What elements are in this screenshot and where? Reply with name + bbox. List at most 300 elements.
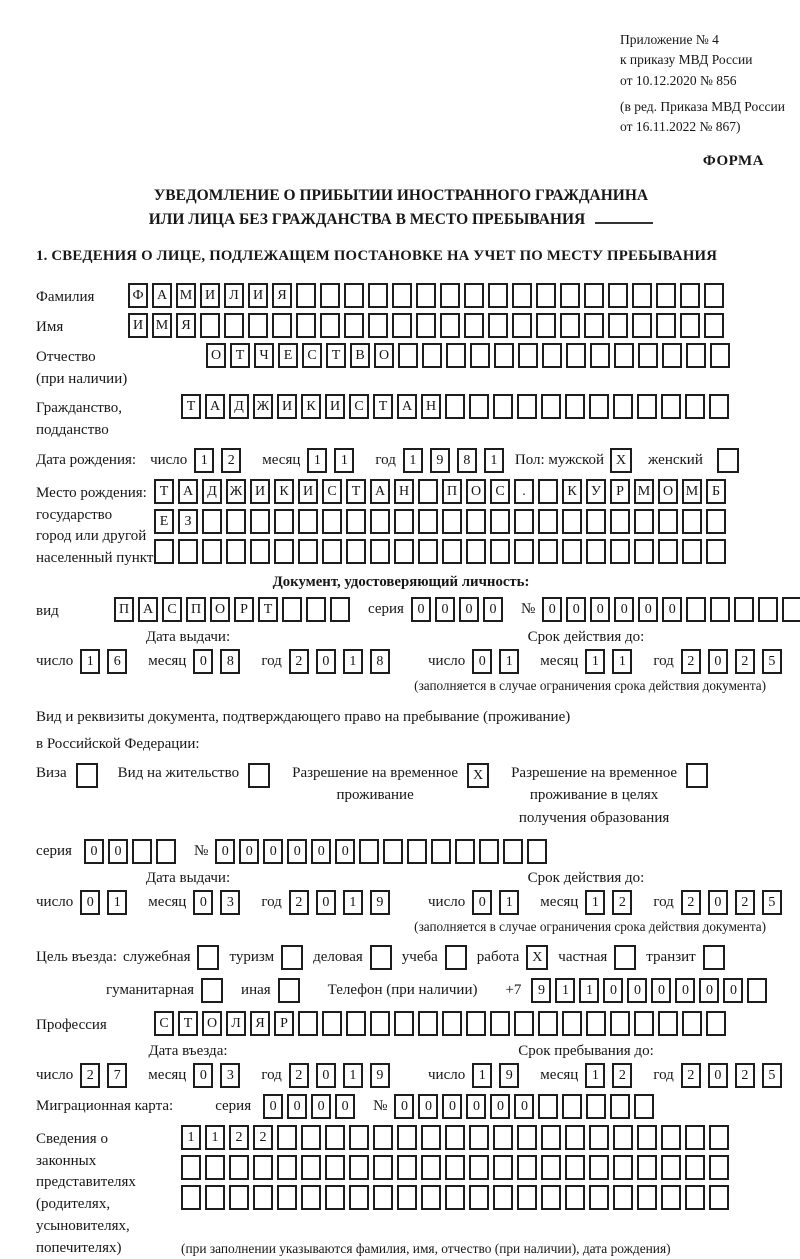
char-cell[interactable] <box>349 1155 369 1180</box>
char-cell[interactable] <box>538 1011 558 1036</box>
char-cell[interactable] <box>682 539 702 564</box>
char-cell[interactable] <box>446 343 466 368</box>
char-cell[interactable] <box>277 1125 297 1150</box>
char-cell[interactable] <box>416 313 436 338</box>
char-cell[interactable]: Ч <box>254 343 274 368</box>
char-cell[interactable] <box>344 283 364 308</box>
char-cell[interactable] <box>538 539 558 564</box>
char-cell[interactable] <box>422 343 442 368</box>
char-cell[interactable]: 2 <box>289 890 309 915</box>
char-cell[interactable] <box>298 539 318 564</box>
char-cell[interactable] <box>442 539 462 564</box>
char-cell[interactable] <box>440 283 460 308</box>
char-cell[interactable]: 0 <box>708 1063 728 1088</box>
char-cell[interactable] <box>368 313 388 338</box>
char-cell[interactable] <box>514 1011 534 1036</box>
char-cell[interactable] <box>566 343 586 368</box>
char-cell[interactable] <box>686 597 706 622</box>
char-cell[interactable] <box>445 945 467 970</box>
char-cell[interactable]: 0 <box>108 839 128 864</box>
char-cell[interactable] <box>503 839 523 864</box>
char-cell[interactable] <box>637 1155 657 1180</box>
char-cell[interactable] <box>584 283 604 308</box>
char-cell[interactable]: 1 <box>484 448 504 473</box>
char-cell[interactable]: 0 <box>651 978 671 1003</box>
char-cell[interactable] <box>248 313 268 338</box>
char-cell[interactable] <box>634 509 654 534</box>
char-cell[interactable]: В <box>350 343 370 368</box>
char-cell[interactable]: 0 <box>603 978 623 1003</box>
char-cell[interactable] <box>706 539 726 564</box>
char-cell[interactable]: . <box>514 479 534 504</box>
char-cell[interactable]: Т <box>346 479 366 504</box>
char-cell[interactable] <box>536 283 556 308</box>
char-cell[interactable] <box>493 394 513 419</box>
char-cell[interactable]: И <box>325 394 345 419</box>
char-cell[interactable]: М <box>152 313 172 338</box>
char-cell[interactable] <box>706 1011 726 1036</box>
char-cell[interactable] <box>565 1125 585 1150</box>
char-cell[interactable] <box>682 1011 702 1036</box>
char-cell[interactable] <box>589 1125 609 1150</box>
char-cell[interactable]: О <box>202 1011 222 1036</box>
char-cell[interactable]: 0 <box>483 597 503 622</box>
char-cell[interactable]: 0 <box>459 597 479 622</box>
char-cell[interactable] <box>542 343 562 368</box>
char-cell[interactable] <box>490 1011 510 1036</box>
char-cell[interactable]: 0 <box>614 597 634 622</box>
char-cell[interactable] <box>466 509 486 534</box>
char-cell[interactable] <box>614 343 634 368</box>
char-cell[interactable]: 0 <box>316 649 336 674</box>
char-cell[interactable]: 2 <box>221 448 241 473</box>
char-cell[interactable]: 2 <box>735 1063 755 1088</box>
char-cell[interactable] <box>346 1011 366 1036</box>
char-cell[interactable] <box>758 597 778 622</box>
char-cell[interactable]: 5 <box>762 1063 782 1088</box>
char-cell[interactable]: Е <box>154 509 174 534</box>
char-cell[interactable]: 1 <box>585 890 605 915</box>
char-cell[interactable] <box>541 1155 561 1180</box>
char-cell[interactable]: X <box>610 448 632 473</box>
char-cell[interactable]: 2 <box>681 1063 701 1088</box>
char-cell[interactable]: 9 <box>370 1063 390 1088</box>
char-cell[interactable] <box>397 1125 417 1150</box>
char-cell[interactable] <box>394 1011 414 1036</box>
char-cell[interactable]: А <box>397 394 417 419</box>
char-cell[interactable] <box>178 539 198 564</box>
char-cell[interactable] <box>296 283 316 308</box>
char-cell[interactable] <box>398 343 418 368</box>
char-cell[interactable]: 0 <box>542 597 562 622</box>
char-cell[interactable] <box>518 343 538 368</box>
char-cell[interactable] <box>661 1185 681 1210</box>
char-cell[interactable] <box>301 1155 321 1180</box>
char-cell[interactable] <box>455 839 475 864</box>
char-cell[interactable] <box>662 343 682 368</box>
char-cell[interactable]: П <box>442 479 462 504</box>
char-cell[interactable] <box>610 539 630 564</box>
char-cell[interactable] <box>253 1185 273 1210</box>
char-cell[interactable] <box>586 509 606 534</box>
char-cell[interactable] <box>469 1185 489 1210</box>
char-cell[interactable] <box>703 945 725 970</box>
char-cell[interactable] <box>541 1125 561 1150</box>
char-cell[interactable]: Н <box>394 479 414 504</box>
char-cell[interactable] <box>442 509 462 534</box>
char-cell[interactable] <box>661 1125 681 1150</box>
char-cell[interactable]: Т <box>181 394 201 419</box>
char-cell[interactable]: 1 <box>181 1125 201 1150</box>
char-cell[interactable] <box>514 539 534 564</box>
char-cell[interactable] <box>373 1125 393 1150</box>
char-cell[interactable] <box>634 1011 654 1036</box>
char-cell[interactable] <box>658 539 678 564</box>
char-cell[interactable] <box>536 313 556 338</box>
char-cell[interactable] <box>734 597 754 622</box>
char-cell[interactable]: 0 <box>311 1094 331 1119</box>
char-cell[interactable] <box>658 1011 678 1036</box>
char-cell[interactable]: 0 <box>708 649 728 674</box>
char-cell[interactable] <box>565 394 585 419</box>
char-cell[interactable] <box>782 597 800 622</box>
char-cell[interactable] <box>514 509 534 534</box>
char-cell[interactable] <box>469 394 489 419</box>
char-cell[interactable]: Ф <box>128 283 148 308</box>
char-cell[interactable]: Т <box>258 597 278 622</box>
char-cell[interactable]: И <box>298 479 318 504</box>
char-cell[interactable] <box>373 1155 393 1180</box>
char-cell[interactable]: 0 <box>675 978 695 1003</box>
char-cell[interactable]: 0 <box>239 839 259 864</box>
char-cell[interactable] <box>445 394 465 419</box>
char-cell[interactable] <box>296 313 316 338</box>
char-cell[interactable] <box>346 539 366 564</box>
char-cell[interactable] <box>349 1185 369 1210</box>
char-cell[interactable] <box>488 313 508 338</box>
char-cell[interactable] <box>418 479 438 504</box>
char-cell[interactable] <box>589 1155 609 1180</box>
char-cell[interactable] <box>614 945 636 970</box>
char-cell[interactable] <box>706 509 726 534</box>
char-cell[interactable] <box>368 283 388 308</box>
char-cell[interactable]: И <box>200 283 220 308</box>
char-cell[interactable]: 7 <box>107 1063 127 1088</box>
char-cell[interactable] <box>709 1155 729 1180</box>
char-cell[interactable]: 0 <box>335 1094 355 1119</box>
char-cell[interactable] <box>277 1155 297 1180</box>
char-cell[interactable] <box>181 1185 201 1210</box>
char-cell[interactable] <box>301 1185 321 1210</box>
char-cell[interactable] <box>685 394 705 419</box>
char-cell[interactable] <box>322 1011 342 1036</box>
char-cell[interactable]: 0 <box>699 978 719 1003</box>
char-cell[interactable] <box>205 1155 225 1180</box>
char-cell[interactable]: 1 <box>194 448 214 473</box>
char-cell[interactable] <box>272 313 292 338</box>
char-cell[interactable]: О <box>206 343 226 368</box>
char-cell[interactable]: 2 <box>681 649 701 674</box>
char-cell[interactable] <box>470 343 490 368</box>
char-cell[interactable] <box>517 1185 537 1210</box>
char-cell[interactable]: 1 <box>499 890 519 915</box>
char-cell[interactable] <box>656 313 676 338</box>
char-cell[interactable] <box>686 343 706 368</box>
char-cell[interactable]: 0 <box>84 839 104 864</box>
char-cell[interactable] <box>202 539 222 564</box>
char-cell[interactable]: 6 <box>107 649 127 674</box>
char-cell[interactable]: 0 <box>193 649 213 674</box>
char-cell[interactable] <box>493 1185 513 1210</box>
char-cell[interactable] <box>301 1125 321 1150</box>
char-cell[interactable] <box>538 1094 558 1119</box>
char-cell[interactable] <box>466 539 486 564</box>
char-cell[interactable] <box>586 1094 606 1119</box>
char-cell[interactable]: 0 <box>708 890 728 915</box>
char-cell[interactable]: А <box>152 283 172 308</box>
char-cell[interactable] <box>76 763 98 788</box>
char-cell[interactable] <box>325 1125 345 1150</box>
char-cell[interactable]: 9 <box>499 1063 519 1088</box>
char-cell[interactable] <box>584 313 604 338</box>
char-cell[interactable] <box>416 283 436 308</box>
char-cell[interactable]: Р <box>234 597 254 622</box>
char-cell[interactable] <box>421 1155 441 1180</box>
char-cell[interactable]: П <box>186 597 206 622</box>
char-cell[interactable] <box>586 1011 606 1036</box>
char-cell[interactable] <box>370 945 392 970</box>
char-cell[interactable] <box>320 313 340 338</box>
char-cell[interactable] <box>685 1125 705 1150</box>
char-cell[interactable] <box>370 509 390 534</box>
char-cell[interactable]: Т <box>326 343 346 368</box>
char-cell[interactable] <box>517 394 537 419</box>
char-cell[interactable]: 2 <box>681 890 701 915</box>
char-cell[interactable]: И <box>250 479 270 504</box>
char-cell[interactable]: 1 <box>555 978 575 1003</box>
char-cell[interactable] <box>274 539 294 564</box>
char-cell[interactable] <box>250 539 270 564</box>
char-cell[interactable]: 0 <box>662 597 682 622</box>
char-cell[interactable] <box>277 1185 297 1210</box>
char-cell[interactable]: Л <box>224 283 244 308</box>
char-cell[interactable] <box>418 1011 438 1036</box>
char-cell[interactable]: X <box>467 763 489 788</box>
char-cell[interactable] <box>469 1155 489 1180</box>
char-cell[interactable]: 1 <box>343 890 363 915</box>
char-cell[interactable]: 0 <box>316 890 336 915</box>
char-cell[interactable] <box>421 1185 441 1210</box>
char-cell[interactable]: 0 <box>193 1063 213 1088</box>
char-cell[interactable]: 0 <box>287 839 307 864</box>
char-cell[interactable] <box>560 313 580 338</box>
char-cell[interactable] <box>638 343 658 368</box>
char-cell[interactable] <box>397 1185 417 1210</box>
char-cell[interactable]: 0 <box>566 597 586 622</box>
char-cell[interactable] <box>562 1011 582 1036</box>
char-cell[interactable]: 2 <box>289 649 309 674</box>
char-cell[interactable] <box>512 313 532 338</box>
char-cell[interactable]: Б <box>706 479 726 504</box>
char-cell[interactable]: Т <box>230 343 250 368</box>
char-cell[interactable]: 1 <box>499 649 519 674</box>
char-cell[interactable] <box>704 283 724 308</box>
char-cell[interactable] <box>344 313 364 338</box>
char-cell[interactable]: С <box>490 479 510 504</box>
char-cell[interactable]: 0 <box>316 1063 336 1088</box>
char-cell[interactable]: Я <box>250 1011 270 1036</box>
char-cell[interactable]: О <box>658 479 678 504</box>
char-cell[interactable]: 1 <box>343 1063 363 1088</box>
char-cell[interactable] <box>610 1094 630 1119</box>
char-cell[interactable] <box>562 1094 582 1119</box>
char-cell[interactable] <box>661 394 681 419</box>
char-cell[interactable] <box>156 839 176 864</box>
char-cell[interactable] <box>181 1155 201 1180</box>
char-cell[interactable] <box>464 283 484 308</box>
char-cell[interactable] <box>205 1185 225 1210</box>
char-cell[interactable]: И <box>248 283 268 308</box>
char-cell[interactable]: 0 <box>472 890 492 915</box>
char-cell[interactable]: М <box>682 479 702 504</box>
char-cell[interactable] <box>440 313 460 338</box>
char-cell[interactable]: 1 <box>107 890 127 915</box>
char-cell[interactable] <box>397 1155 417 1180</box>
char-cell[interactable] <box>202 509 222 534</box>
char-cell[interactable] <box>325 1155 345 1180</box>
char-cell[interactable]: Р <box>274 1011 294 1036</box>
char-cell[interactable]: 0 <box>442 1094 462 1119</box>
char-cell[interactable] <box>710 597 730 622</box>
char-cell[interactable] <box>610 509 630 534</box>
char-cell[interactable]: О <box>466 479 486 504</box>
char-cell[interactable] <box>370 1011 390 1036</box>
char-cell[interactable]: С <box>162 597 182 622</box>
char-cell[interactable]: 0 <box>287 1094 307 1119</box>
char-cell[interactable]: 1 <box>585 649 605 674</box>
char-cell[interactable] <box>685 1185 705 1210</box>
char-cell[interactable]: 1 <box>403 448 423 473</box>
char-cell[interactable]: 0 <box>627 978 647 1003</box>
char-cell[interactable] <box>349 1125 369 1150</box>
char-cell[interactable]: 1 <box>612 649 632 674</box>
char-cell[interactable]: Е <box>278 343 298 368</box>
char-cell[interactable] <box>560 283 580 308</box>
char-cell[interactable]: 3 <box>220 890 240 915</box>
char-cell[interactable]: 1 <box>334 448 354 473</box>
char-cell[interactable] <box>680 283 700 308</box>
char-cell[interactable]: 0 <box>263 839 283 864</box>
char-cell[interactable] <box>589 394 609 419</box>
char-cell[interactable]: 0 <box>418 1094 438 1119</box>
char-cell[interactable] <box>278 978 300 1003</box>
char-cell[interactable]: 0 <box>514 1094 534 1119</box>
char-cell[interactable]: А <box>370 479 390 504</box>
char-cell[interactable]: 2 <box>735 649 755 674</box>
char-cell[interactable] <box>656 283 676 308</box>
char-cell[interactable] <box>325 1185 345 1210</box>
char-cell[interactable]: Д <box>229 394 249 419</box>
char-cell[interactable]: 0 <box>335 839 355 864</box>
char-cell[interactable] <box>226 509 246 534</box>
char-cell[interactable]: 8 <box>220 649 240 674</box>
char-cell[interactable] <box>613 1185 633 1210</box>
char-cell[interactable] <box>370 539 390 564</box>
char-cell[interactable] <box>394 509 414 534</box>
char-cell[interactable]: Н <box>421 394 441 419</box>
char-cell[interactable]: 2 <box>229 1125 249 1150</box>
char-cell[interactable] <box>394 539 414 564</box>
char-cell[interactable] <box>298 509 318 534</box>
char-cell[interactable]: Я <box>176 313 196 338</box>
char-cell[interactable]: 9 <box>370 890 390 915</box>
char-cell[interactable]: Л <box>226 1011 246 1036</box>
char-cell[interactable] <box>490 539 510 564</box>
char-cell[interactable]: С <box>154 1011 174 1036</box>
char-cell[interactable] <box>490 509 510 534</box>
char-cell[interactable] <box>658 509 678 534</box>
char-cell[interactable] <box>632 313 652 338</box>
char-cell[interactable]: 2 <box>612 1063 632 1088</box>
char-cell[interactable]: И <box>277 394 297 419</box>
char-cell[interactable] <box>565 1155 585 1180</box>
char-cell[interactable] <box>392 283 412 308</box>
char-cell[interactable] <box>590 343 610 368</box>
char-cell[interactable] <box>407 839 427 864</box>
char-cell[interactable] <box>330 597 350 622</box>
char-cell[interactable]: М <box>176 283 196 308</box>
char-cell[interactable] <box>418 509 438 534</box>
char-cell[interactable]: 2 <box>735 890 755 915</box>
char-cell[interactable]: 0 <box>215 839 235 864</box>
char-cell[interactable]: Т <box>373 394 393 419</box>
char-cell[interactable] <box>589 1185 609 1210</box>
char-cell[interactable] <box>586 539 606 564</box>
char-cell[interactable] <box>538 479 558 504</box>
char-cell[interactable]: С <box>349 394 369 419</box>
char-cell[interactable] <box>493 1155 513 1180</box>
char-cell[interactable]: 0 <box>394 1094 414 1119</box>
char-cell[interactable] <box>466 1011 486 1036</box>
char-cell[interactable]: Т <box>178 1011 198 1036</box>
char-cell[interactable] <box>282 597 302 622</box>
char-cell[interactable] <box>298 1011 318 1036</box>
char-cell[interactable] <box>224 313 244 338</box>
char-cell[interactable] <box>442 1011 462 1036</box>
char-cell[interactable] <box>479 839 499 864</box>
char-cell[interactable] <box>248 763 270 788</box>
char-cell[interactable]: З <box>178 509 198 534</box>
char-cell[interactable]: 8 <box>457 448 477 473</box>
char-cell[interactable] <box>281 945 303 970</box>
char-cell[interactable] <box>359 839 379 864</box>
char-cell[interactable]: А <box>178 479 198 504</box>
char-cell[interactable] <box>682 509 702 534</box>
char-cell[interactable]: К <box>562 479 582 504</box>
char-cell[interactable] <box>747 978 767 1003</box>
char-cell[interactable] <box>306 597 326 622</box>
char-cell[interactable]: 1 <box>343 649 363 674</box>
char-cell[interactable]: 0 <box>638 597 658 622</box>
char-cell[interactable] <box>685 1155 705 1180</box>
char-cell[interactable]: Р <box>610 479 630 504</box>
char-cell[interactable]: 5 <box>762 649 782 674</box>
char-cell[interactable] <box>680 313 700 338</box>
char-cell[interactable]: 5 <box>762 890 782 915</box>
char-cell[interactable] <box>229 1185 249 1210</box>
char-cell[interactable]: 0 <box>466 1094 486 1119</box>
char-cell[interactable]: 0 <box>193 890 213 915</box>
